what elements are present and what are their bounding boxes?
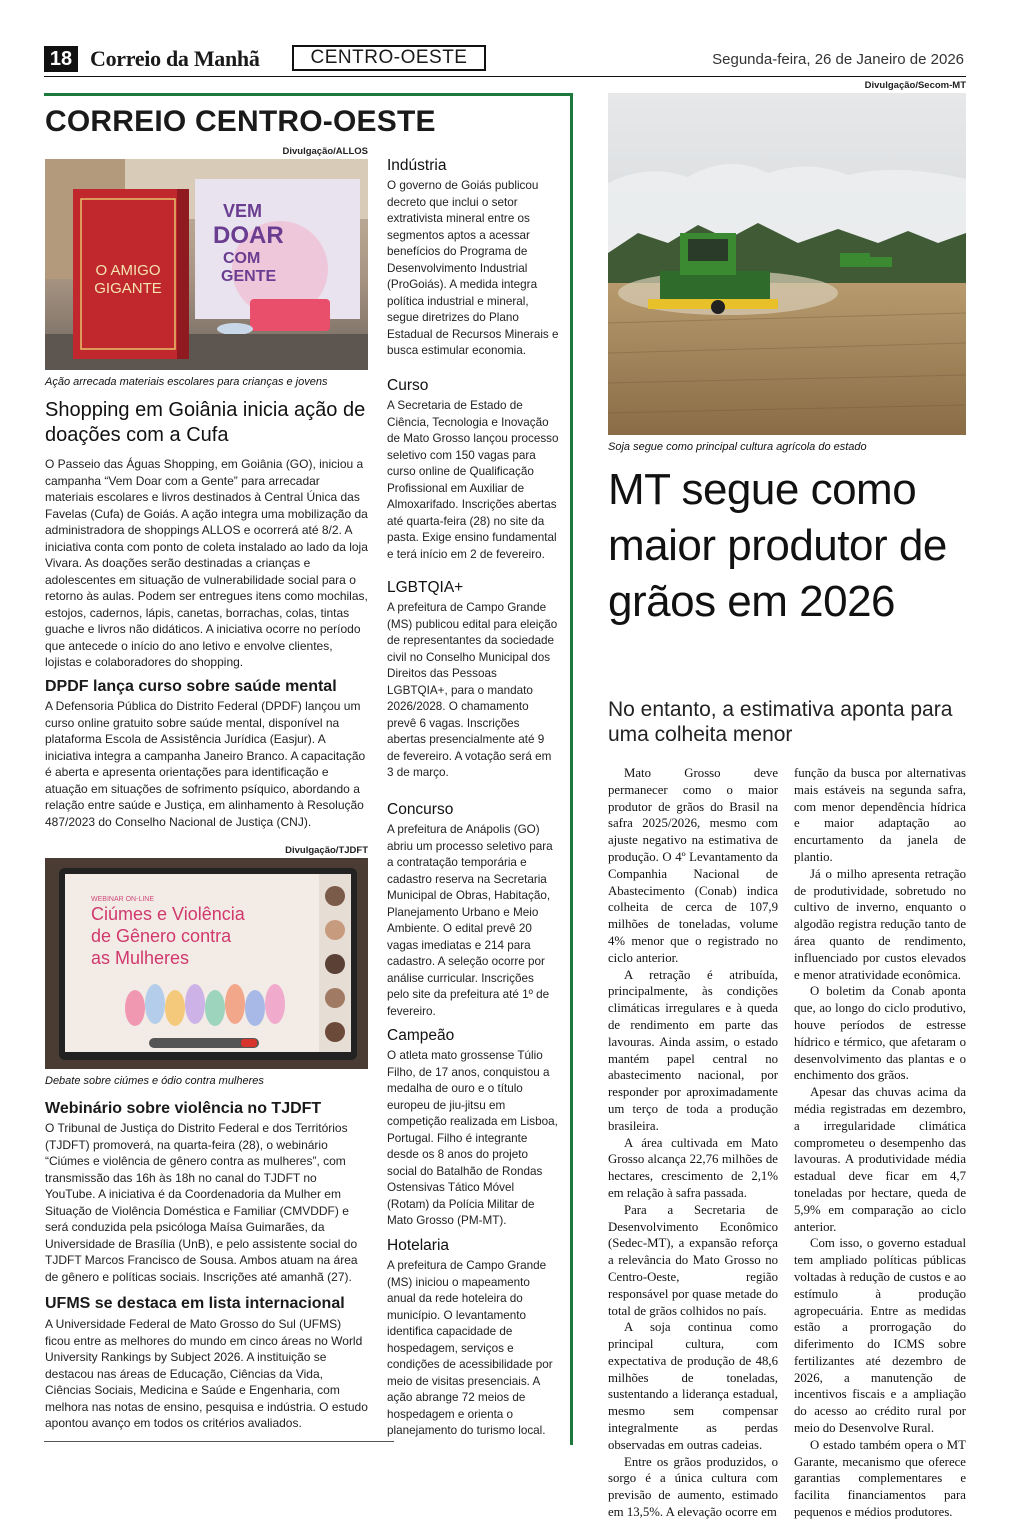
main-subhead: No entanto, a estimativa aponta para uma colheita menor	[608, 698, 953, 746]
paragraph: Mato Grosso deve permanecer como o maior produtor de grãos do Brasil na safra 2025/2026, mesmo com ajuste negativo na estimativa de produção. O 4º Levantamento da Companhia Nacional de Abastecimento (Conab) indica colheita de cerca de 107,9 milhões de toneladas, volume 4% menor que o registrado no ciclo anterior.	[608, 766, 778, 965]
brief-title: Concurso	[387, 801, 454, 818]
paragraph: O boletim da Conab aponta que, ao longo do ciclo produtivo, houve períodos de estresse hídrico e térmico, que afetaram o desenvolvimento das plantas e o enchimento dos grãos.	[794, 984, 966, 1083]
story4-body: A Universidade Federal de Mato Grosso do Sul (UFMS) ficou entre as melhores do mundo em cinco áreas no World University Rankings by Subject 2026. A instituição se destacou nas áreas de Educação, Ciências da Vida, Ciências Sociais, Medicina e Saúde e Engenharia, com melhora nas notas de ensino, pesquisa e indústria. O estudo apontou avanço em todos os critérios avaliados.	[45, 1317, 368, 1430]
header-date: Segunda-feira, 26 de Janeiro de 2026	[712, 51, 964, 68]
paragraph: A área cultivada em Mato Grosso alcança 22,76 milhões de hectares, crescimento de 2,1% em relação à safra passada.	[608, 1135, 778, 1200]
webinar-title-line1: Ciúmes e Violência	[91, 904, 245, 924]
brief-item	[387, 800, 559, 1026]
photo-harvest	[608, 93, 966, 435]
photo1-caption: Ação arrecada materiais escolares para crianças e jovens	[45, 376, 328, 388]
harvest-illustration	[608, 93, 966, 435]
story1-headline: Shopping em Goiânia inicia ação de doações com a Cufa	[45, 399, 366, 446]
main-body-col2	[794, 765, 966, 1521]
story2-headline: DPDF lança curso sobre saúde mental	[45, 678, 337, 695]
svg-text:de Gênero contra: de Gênero contra	[91, 926, 232, 946]
svg-text:GENTE: GENTE	[221, 268, 277, 285]
photo-donation-campaign	[45, 159, 368, 370]
brief-body: A prefeitura de Campo Grande (MS) iniciou o mapeamento anual da rede hoteleira do município. O levantamento identifica capacidade de hospedagem, serviços e condições de acessibilidade por meio de visitas presenciais. A ação abrange 72 meios de hospedagem e orienta o planejamento do turismo local.	[387, 1259, 553, 1437]
paragraph: Entre os grãos produzidos, o sorgo é a única cultura com previsão de aumento, estimado em 13,5%. A elevação ocorre em	[608, 1454, 778, 1520]
main-photo-caption: Soja segue como principal cultura agrícola do estado	[608, 441, 867, 453]
brief-body: A prefeitura de Campo Grande (MS) publicou edital para eleição de representantes da sociedade civil no Conselho Municipal dos Direitos das Pessoas LGBTQIA+, para o mandato 2026/2028. O chamamento prevê 6 vagas. Inscrições abertas presencialmente até 9 de fevereiro. A votação será em 3 de março.	[387, 601, 558, 779]
brief-title: Campeão	[387, 1027, 455, 1044]
photo2-caption: Debate sobre ciúmes e ódio contra mulheres	[45, 1075, 264, 1087]
photo-donation-illustration	[45, 159, 368, 370]
header-divider	[44, 76, 966, 77]
photo-webinar-screen	[45, 858, 368, 1069]
story2-body: A Defensoria Pública do Distrito Federal (DPDF) lançou um curso online gratuito sobre saúde mental, disponível na plataforma Escola de Assistência Jurídica (Easjur). A iniciativa integra a campanha Janeiro Branco. A capacitação é aberta e apresenta orientações para identificação e atuação em situações de sofrimento psíquico, abordando a relação entre saúde e Justiça, em alinhamento à Resolução 487/2023 do Conselho Nacional de Justiça (CNJ).	[45, 699, 366, 829]
paragraph: Com isso, o governo estadual tem ampliado políticas públicas voltadas à redução de custos e ao estímulo à produção agropecuária. Entre as medidas estão a prorrogação do diferimento do ICMS sobre fertilizantes até dezembro de 2026, a manutenção de incentivos fiscais e a ampliação do acesso ao crédito rural por meio do Desenvolve Rural.	[794, 1236, 966, 1436]
brief-body: A Secretaria de Estado de Ciência, Tecnologia e Inovação de Mato Grosso lançou processo seletivo com 150 vagas para curso online de Qualificação Profissional em Auxiliar de Almoxarifado. Inscrições abertas até quarta-feira (28) no site da pasta. Exige ensino fundamental e terá início em 2 de fevereiro.	[387, 399, 559, 561]
brief-title: Curso	[387, 377, 429, 394]
brief-item	[387, 578, 559, 800]
paragraph: O estado também opera o MT Garante, mecanismo que oferece garantias complementares e facilita financiamentos para pequenos e médios produtores.	[794, 1437, 966, 1520]
paragraph: Já o milho apresenta retração de produtividade, sobretudo no cultivo de inverno, enquanto o algodão registra redução tanto de área quanto de rendimento, influenciado por custos elevados e menor atratividade econômica.	[794, 866, 966, 982]
svg-text:COM: COM	[223, 250, 261, 267]
main-body-col1	[608, 765, 778, 1521]
wall-sign-text: VEM	[223, 201, 263, 221]
newspaper-name: Correio da Manhã	[90, 46, 260, 71]
paragraph: A retração é atribuída, principalmente, às condições climáticas irregulares e à queda de rendimento em parte das lavouras. Ainda assim, o estado mantém papel central no abastecimento nacional, por responder por aproximadamente um terço de toda a produção brasileira.	[608, 967, 778, 1133]
brief-title: LGBTQIA+	[387, 579, 464, 596]
brief-item	[387, 1026, 559, 1236]
brief-item	[387, 156, 559, 376]
brief-body: O atleta mato grossense Túlio Filho, de 17 anos, conquistou a medalha de ouro e o título europeu de jiu-jitsu em competição realizada em Lisboa, Portugal. Filho é integrante desde os 8 anos do projeto social do Batalhão de Rondas Ostensivas Tático Móvel (Rotam) da Polícia Militar de Mato Grosso (PM-MT).	[387, 1049, 558, 1227]
paragraph: Apesar das chuvas acima da média registradas em dezembro, a irregularidade climática comprometeu o desempenho das lavouras. A produtividade média estadual deve ficar em 4,7 toneladas por hectare, queda de 5,9% em comparação ao ciclo anterior.	[794, 1085, 966, 1234]
svg-text:as Mulheres: as Mulheres	[91, 948, 190, 968]
briefs-column	[387, 156, 559, 1440]
webinar-illustration	[45, 858, 368, 1069]
brief-body: O governo de Goiás publicou decreto que inclui o setor extrativista mineral entre os segmentos aptos a acessar benefícios do Programa de Desenvolvimento Industrial (ProGoiás). A medida integra política industrial e mineral, segue diretrizes do Plano Estadual de Recursos Minerais e busca estimular economia.	[387, 179, 559, 357]
section-label: CENTRO-OESTE	[292, 45, 486, 71]
story3-body: O Tribunal de Justiça do Distrito Federal e dos Territórios (TJDFT) promoverá, na quarta-feira (28), o webinário “Ciúmes e violência de gênero contra as mulheres”, com transmissão das 16h às 18h no canal do TJDFT no YouTube. A iniciativa é da Coordenadoria da Mulher em Situação de Violência Doméstica e Familiar (CMVDDF) e será conduzida pela psicóloga Maísa Guimarães, da Universidade de Brasília (UnB), e pelo assistente social do TJDFT Marcos Francisco de Sousa. Ambos atuam na área de gênero e políticas sociais. Inscrições até amanhã (27).	[45, 1121, 358, 1284]
main-headline: MT segue como maior produtor de grãos em 2026	[608, 465, 947, 626]
paragraph: A soja continua como principal cultura, com expectativa de produção de 48,6 milhões de toneladas, sustentando a liderança estadual, mesmo sem compensar integralmente as perdas observadas em outras cadeias.	[608, 1320, 778, 1452]
box-title: CORREIO CENTRO-OESTE	[45, 105, 436, 138]
svg-text:GIGANTE: GIGANTE	[94, 280, 162, 297]
brief-title: Indústria	[387, 157, 447, 174]
photo1-credit: Divulgação/ALLOS	[282, 146, 368, 157]
column-bottom-rule	[44, 1441, 394, 1442]
brief-body: A prefeitura de Anápolis (GO) abriu um processo seletivo para a contratação temporária e cadastro reserva na Secretaria Municipal de Obras, Habitação, Planejamento Urbano e Meio Ambiente. O edital prevê 20 vagas imediatas e 214 para cadastro. A seleção ocorre por análise curricular. Inscrições pelo site da prefeitura até 1º de fevereiro.	[387, 823, 553, 1018]
story3-headline: Webinário sobre violência no TJDFT	[45, 1100, 322, 1117]
paragraph: função da busca por alternativas mais estáveis na segunda safra, com menor dependência hídrica e maior adaptação ao encurtamento da janela de plantio.	[794, 766, 966, 864]
box-right-border	[570, 93, 573, 1445]
page-number: 18	[44, 46, 78, 72]
paragraph: Para a Secretaria de Desenvolvimento Econômico (Sedec-MT), a expansão reforça a relevância do Mato Grosso no Centro-Oeste, região responsável por quase metade do total de grãos colhidos no país.	[608, 1202, 778, 1318]
book-sign-line1: O AMIGO	[95, 262, 161, 279]
brief-title: Hotelaria	[387, 1237, 450, 1254]
svg-text:DOAR: DOAR	[213, 222, 284, 249]
brief-item	[387, 376, 559, 578]
brief-item	[387, 1236, 559, 1440]
story4-headline: UFMS se destaca em lista internacional	[45, 1295, 345, 1312]
main-photo-credit: Divulgação/Secom-MT	[864, 80, 966, 91]
box-top-border	[44, 93, 573, 96]
photo2-credit: Divulgação/TJDFT	[285, 845, 368, 856]
webinar-label: WEBINAR ON-LINE	[91, 896, 155, 903]
story1-body: O Passeio das Águas Shopping, em Goiânia (GO), iniciou a campanha “Vem Doar com a Gente” para arrecadar materiais escolares e livros destinados à Central Única das Favelas (Cufa) de Goiás. A ação integra uma mobilização da administradora de shoppings ALLOS e ocorrerá até 8/2. A iniciativa conta com ponto de coleta instalado ao lado da loja Vivara. As doações serão destinadas a crianças e adolescentes em situação de vulnerabilidade social para o retorno às aulas. Podem ser entregues itens como mochilas, estojos, cadernos, lápis, canetas, borrachas, colas, tintas guache e livros não didáticos. A iniciativa ocorre no período que antecede o início do ano letivo e envolve clientes, lojistas e colaboradores do shopping.	[45, 457, 368, 669]
